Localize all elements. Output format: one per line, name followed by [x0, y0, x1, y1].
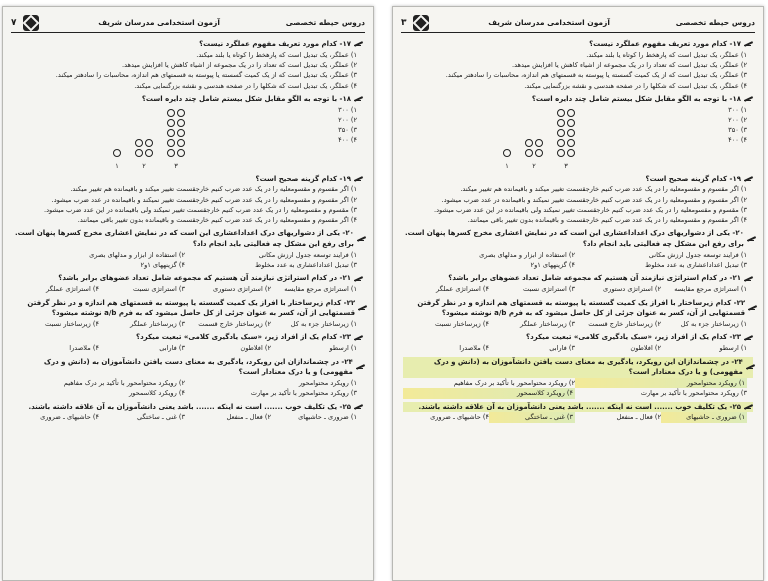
option: ۲) ۲۰۰	[338, 115, 357, 124]
question-24	[403, 357, 753, 399]
figure-label: ۱	[115, 161, 119, 170]
figure-1	[503, 149, 511, 171]
option: ۱) فرایند توسعه جدول ارزش مکانی	[648, 251, 747, 260]
header-title: آزمون استخدامی مدرسان شریف	[98, 18, 220, 27]
page-header	[401, 13, 755, 33]
pen-icon	[354, 276, 363, 282]
pen-icon	[747, 236, 753, 242]
option: ۴) ملاصدرا	[69, 344, 99, 353]
question-title: ۱۷- کدام مورد تعریف مفهوم عملگرد نیست؟	[199, 40, 351, 48]
question-title: ۱۸- با توجه به الگو مقابل شکل بیستم شامل چند دایره است؟	[531, 94, 741, 103]
question-23	[13, 332, 363, 353]
option: ۳) فارابی	[549, 344, 575, 353]
pen-icon	[744, 276, 753, 282]
option: ۳) استراتژی نسبت	[523, 285, 575, 294]
pen-icon	[354, 335, 363, 341]
question-22	[13, 298, 363, 330]
option: ۳) مقسوم و مقسومعلیه را در یک عدد ضرب کنیم خارجقسمت تغییر نمیکند ولی باقیمانده در این عدد ضرب میشود.	[434, 205, 747, 214]
question-20	[403, 228, 753, 270]
option: ۳) رویکرد محتوامحور با تأکید بر مهارت	[250, 389, 357, 398]
option: ۱) ارسطو	[719, 344, 747, 353]
logo-icon	[23, 15, 39, 31]
figure-1	[113, 149, 121, 171]
option: ۳) زیرساختار عملگر	[130, 320, 185, 329]
option: ۲) استفاده از ابزار و مدلهای بصری	[479, 251, 575, 260]
option: ۲) عملگر، یک تبدیل است که تعداد را در یک مجموعه از اشیاء کاهش یا افزایش میدهد.	[121, 61, 357, 70]
option: ۳) زیرساختار عملگر	[520, 320, 575, 329]
question-title: ۲۱- در کدام استراتژی نیازمند آن هستیم که مجموعه شامل تعداد عضوهای برابر باشد؟	[448, 274, 741, 283]
option: ۴) عملگر، یک تبدیل است که شکلها را در صفحه هندسی و نقشه بزرگنمایی میکند.	[524, 81, 747, 90]
header-label: دروس حیطه تخصصی	[285, 18, 365, 27]
option: ۲) رویکرد محتوامحور با تأکید بر درک مفاهیم	[63, 379, 185, 388]
option: ۴) حاشیهای ـ ضروری	[40, 413, 99, 422]
option: ۱) استراتژی مرجع مقایسه	[674, 285, 747, 294]
pen-icon	[354, 96, 363, 102]
question-22	[403, 298, 753, 330]
question-title: ۲۱- در کدام استراتژی نیازمند آن هستیم که مجموعه شامل تعداد عضوهای برابر باشد؟	[58, 274, 351, 283]
exam-page-left	[2, 6, 374, 581]
question-21	[403, 273, 753, 294]
figure-label: ۲	[532, 161, 536, 170]
page-header	[11, 13, 365, 33]
option: ۱) زیرساختار جزء به کل	[290, 320, 357, 329]
option: ۱) ۳۰۰	[728, 105, 747, 114]
pen-icon	[744, 335, 753, 341]
option: ۳) ۳۵۰	[728, 126, 747, 134]
pen-icon	[744, 41, 753, 47]
question-23	[403, 332, 753, 353]
option: ۱) زیرساختار جزء به کل	[680, 320, 747, 329]
option: ۴) ۴۰۰	[338, 136, 357, 145]
question-21	[13, 273, 363, 294]
pen-icon	[744, 176, 753, 182]
option: ۴) عملگر، یک تبدیل است که شکلها را در صفحه هندسی و نقشه بزرگنمایی میکند.	[134, 81, 357, 90]
question-25	[13, 402, 363, 423]
page-body	[403, 39, 753, 576]
option: ۲) رویکرد محتوامحور با تأکید بر درک مفاهیم	[453, 379, 575, 388]
page-number: ۳	[401, 17, 407, 28]
question-17	[403, 39, 753, 91]
option: ۳) استراتژی نسبت	[133, 285, 185, 294]
option: ۲) زیرساختار خارج قسمت	[198, 320, 271, 329]
option: ۲) استراتژی دستوری	[603, 285, 661, 294]
option: ۳) تبدیل اعداداعشاری به عدد مخلوط	[255, 261, 357, 270]
question-title: ۱۷- کدام مورد تعریف مفهوم عملگرد نیست؟	[589, 40, 741, 48]
pen-icon	[744, 404, 753, 410]
question-19	[403, 174, 753, 226]
question-title: ۲۴- در چشماندازان این رویکرد، یادگیری به معنای دست یافتن دانشآموزان به (دانش و درک مفهومی) و یا درک معنادار است؟	[433, 357, 743, 377]
option: ۲) فعال ـ منفعل	[226, 413, 271, 422]
option: ۴) زیرساختار نسبت	[45, 320, 99, 329]
circle-pattern-figure	[503, 109, 575, 171]
option: ۴) ۴۰۰	[728, 136, 747, 145]
figure-2	[135, 139, 153, 171]
option: ۳) ۳۵۰	[338, 126, 357, 134]
header-title: آزمون استخدامی مدرسان شریف	[488, 18, 610, 27]
page-body	[13, 39, 363, 576]
question-title: ۱۹- کدام گزینه صحیح است؟	[645, 174, 741, 183]
pen-icon	[358, 305, 363, 311]
option: ۴) ملاصدرا	[459, 344, 489, 353]
option: ۴) اگر مقسوم و مقسومعلیه را در یک عدد ضرب کنیم خارجقسمت و باقیمانده بدون تغییر باقی میمانند.	[467, 216, 747, 225]
option: ۲) ۲۰۰	[728, 115, 747, 124]
option: ۲) عملگر، یک تبدیل است که تعداد را در یک مجموعه از اشیاء کاهش یا افزایش میدهد.	[511, 61, 747, 70]
option: ۱) اگر مقسوم و مقسومعلیه را در یک عدد ضرب کنیم خارجقسمت تغییر میکند و باقیمانده هم تغییر میکند.	[70, 185, 357, 194]
figure-3	[557, 109, 575, 171]
option: ۳) فارابی	[159, 344, 185, 353]
question-title: ۲۲- کدام زیرساختار با افراز یک کمیت گسسته یا پیوسته به قسمتهای هم اندازه و در نظر گرفتن قسمتهایی از آن، کسر به عنوان جزئی از کل حاصل میشود که به فرم a/b نوشته میشود؟	[27, 298, 356, 318]
question-18	[403, 94, 753, 171]
option: ۳) مقسوم و مقسومعلیه را در یک عدد ضرب کنیم خارجقسمت تغییر نمیکند ولی باقیمانده در این عدد ضرب میشود.	[44, 205, 357, 214]
option: ۲) اگر مقسوم و مقسومعلیه را در یک عدد ضرب کنیم خارجقسمت تغییر نمیکند و باقیمانده در عدد ضرب میشود.	[441, 195, 747, 204]
pen-icon	[354, 41, 363, 47]
logo-icon	[413, 15, 429, 31]
option: ۲) استفاده از ابزار و مدلهای بصری	[89, 251, 185, 260]
option: ۳) غنی ـ ساختگی	[136, 413, 185, 422]
exam-page-right	[392, 6, 764, 581]
option: ۱) ۳۰۰	[338, 105, 357, 114]
question-19	[13, 174, 363, 226]
option: ۴) حاشیهای ـ ضروری	[430, 413, 489, 422]
circle-pattern-figure	[113, 109, 185, 171]
page-number: ۷	[11, 17, 17, 28]
pen-icon	[357, 236, 363, 242]
option: ۲) فعال ـ منفعل	[616, 413, 661, 422]
pen-icon	[354, 404, 363, 410]
figure-label: ۳	[564, 161, 568, 170]
question-25	[403, 402, 753, 423]
option: ۲) زیرساختار خارج قسمت	[588, 320, 661, 329]
option: ۴) استراتژی عملگر	[436, 285, 489, 294]
question-title: ۲۰- یکی از دشواریهای درک اعداداعشاری این است که در نمایش اعشاری مخرج کسرها پنهان است. برای رفع این مشکل چه فعالیتی باید انجام داد؟	[405, 229, 744, 249]
question-title: ۲۳- کدام یک از افراد زیر، «سبک یادگیری کلامی» تبعیت میکرد؟	[136, 333, 351, 342]
option: ۱) رویکرد محتوامحور	[298, 379, 357, 388]
question-20	[13, 228, 363, 270]
question-title: ۲۴- در چشماندازان این رویکرد، یادگیری به معنای دست یافتن دانشآموزان به (دانش و درک مفهومی) و یا درک معنادار است؟	[43, 357, 353, 377]
question-title: ۲۳- کدام یک از افراد زیر، «سبک یادگیری کلامی» تبعیت میکرد؟	[526, 333, 741, 342]
figure-2	[525, 139, 543, 171]
figure-label: ۱	[505, 161, 509, 170]
option: ۳) عملگر، یک تبدیل است که از یک کمیت گسسته یا پیوسته به قسمتهای هم اندازه، محاسبات را سادهتر میکند.	[445, 71, 747, 80]
question-18	[13, 94, 363, 171]
header-label: دروس حیطه تخصصی	[675, 18, 755, 27]
question-17	[13, 39, 363, 91]
pen-icon	[746, 364, 753, 370]
option: ۲) افلاطون	[630, 344, 661, 353]
pen-icon	[354, 176, 363, 182]
pen-icon	[744, 96, 753, 102]
question-title: ۲۵- یک تکلیف خوب ....... است نه اینکه ....... باشد یعنی دانشآموزان به آن علاقه داشته باشند.	[28, 402, 351, 411]
option: ۲) افلاطون	[240, 344, 271, 353]
option: ۴) استراتژی عملگر	[46, 285, 99, 294]
pen-icon	[748, 305, 753, 311]
option: ۲) استراتژی دستوری	[213, 285, 271, 294]
option-highlighted: ۴) رویکرد کلاسمحور	[403, 388, 575, 398]
option: ۴) زیرساختار نسبت	[435, 320, 489, 329]
question-title: ۲۵- یک تکلیف خوب ....... است نه اینکه ....... باشد یعنی دانشآموزان به آن علاقه داشته باشند.	[418, 402, 741, 411]
question-24	[13, 357, 363, 399]
question-title: ۱۹- کدام گزینه صحیح است؟	[255, 174, 351, 183]
option-highlighted: ۳) غنی ـ ساختگی	[489, 412, 575, 422]
option: ۱) ارسطو	[329, 344, 357, 353]
figure-label: ۳	[174, 161, 178, 170]
option: ۱) ضروری ـ حاشیهای	[298, 413, 357, 422]
option: ۳) تبدیل اعداداعشاری به عدد مخلوط	[645, 261, 747, 270]
question-title: ۱۸- با توجه به الگو مقابل شکل بیستم شامل چند دایره است؟	[141, 94, 351, 103]
question-title: ۲۰- یکی از دشواریهای درک اعداداعشاری این است که در نمایش اعشاری مخرج کسرها پنهان است. برای رفع این مشکل چه فعالیتی باید انجام داد؟	[15, 229, 354, 249]
option: ۳) رویکرد محتوامحور با تأکید بر مهارت	[640, 389, 747, 398]
option-highlighted: ۱) ضروری ـ حاشیهای	[661, 412, 747, 422]
option: ۱) اگر مقسوم و مقسومعلیه را در یک عدد ضرب کنیم خارجقسمت تغییر میکند و باقیمانده هم تغییر میکند.	[460, 185, 747, 194]
figure-label: ۲	[142, 161, 146, 170]
option: ۴) گزینههای ۱و۲	[530, 261, 575, 270]
option: ۱) فرایند توسعه جدول ارزش مکانی	[258, 251, 357, 260]
option: ۳) عملگر، یک تبدیل است که از یک کمیت گسسته یا پیوسته به قسمتهای هم اندازه، محاسبات را سادهتر میکند.	[55, 71, 357, 80]
option: ۱) عملگر، یک تبدیل است که پارهخط را کوتاه یا بلند میکند.	[586, 50, 747, 59]
option: ۴) اگر مقسوم و مقسومعلیه را در یک عدد ضرب کنیم خارجقسمت و باقیمانده بدون تغییر باقی میمانند.	[77, 216, 357, 225]
option: ۴) گزینههای ۱و۲	[140, 261, 185, 270]
option: ۴) رویکرد کلاسمحور	[129, 389, 185, 398]
option: ۱) عملگر، یک تبدیل است که پارهخط را کوتاه یا بلند میکند.	[196, 50, 357, 59]
pen-icon	[356, 364, 363, 370]
option: ۱) استراتژی مرجع مقایسه	[284, 285, 357, 294]
option: ۲) اگر مقسوم و مقسومعلیه را در یک عدد ضرب کنیم خارجقسمت تغییر نمیکند و باقیمانده در عدد ضرب میشود.	[51, 195, 357, 204]
option-highlighted: ۱) رویکرد محتوامحور	[575, 378, 747, 388]
figure-3	[167, 109, 185, 171]
question-title: ۲۲- کدام زیرساختار با افراز یک کمیت گسسته یا پیوسته به قسمتهای هم اندازه و در نظر گرفتن قسمتهایی از آن، کسر به عنوان جزئی از کل حاصل میشود که به فرم a/b نوشته میشود؟	[417, 298, 746, 318]
